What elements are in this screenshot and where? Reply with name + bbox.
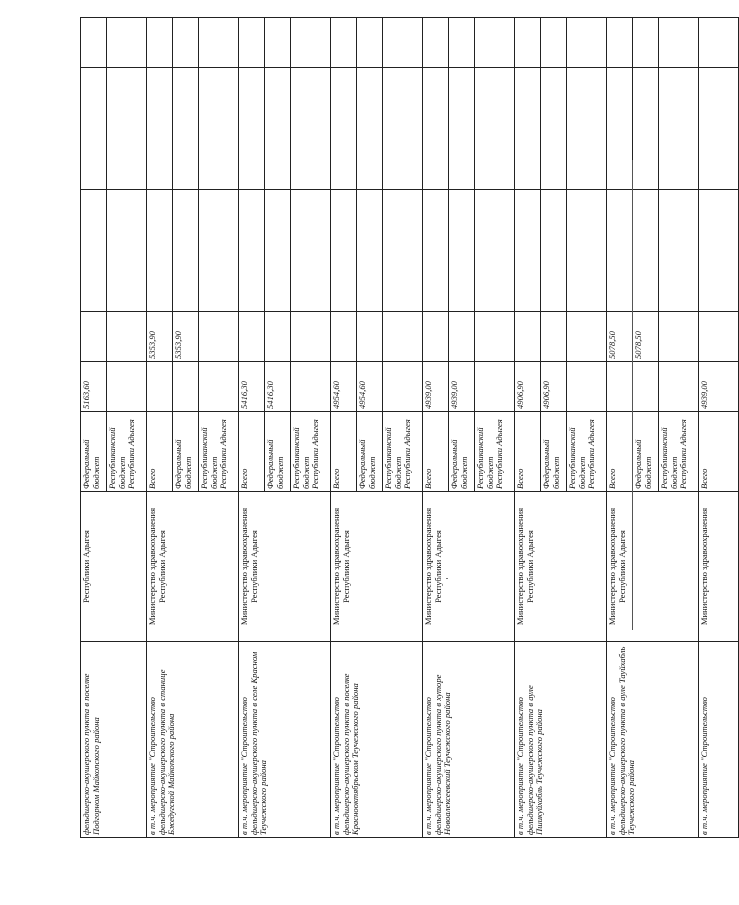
- amount-cell-1: [291, 362, 331, 412]
- amount-cell-4: [331, 68, 357, 190]
- amount-cell-1: 4954,60: [331, 362, 357, 412]
- amount-cell-5: [659, 18, 699, 68]
- funding-source-cell: Республиканский бюджет Республики Адыгея: [659, 412, 699, 492]
- amount-cell-1: [199, 362, 239, 412]
- funding-source-cell: Республиканский бюджет Республики Адыгея: [567, 412, 607, 492]
- amount-cell-2: [659, 312, 699, 362]
- amount-cell-5: [699, 18, 739, 68]
- funding-source-cell: Федеральный бюджет: [357, 412, 383, 492]
- amount-cell-3: [515, 190, 541, 312]
- amount-cell-1: [567, 362, 607, 412]
- amount-cell-3: [607, 190, 633, 312]
- amount-cell-5: [331, 18, 357, 68]
- amount-cell-5: [515, 18, 541, 68]
- funding-source-cell: Республиканский бюджет Республики Адыгея: [291, 412, 331, 492]
- amount-cell-1: [383, 362, 423, 412]
- funding-source-cell: Федеральный бюджет: [541, 412, 567, 492]
- amount-cell-1: [173, 362, 199, 412]
- amount-cell-5: [357, 18, 383, 68]
- amount-cell-3: [331, 190, 357, 312]
- amount-cell-1: 4939,00: [699, 362, 739, 412]
- amount-cell-3: [265, 190, 291, 312]
- amount-cell-3: [173, 190, 199, 312]
- amount-cell-3: [567, 190, 607, 312]
- amount-cell-5: [633, 18, 659, 68]
- amount-cell-5: [475, 18, 515, 68]
- activity-cell: в т.ч. мероприятие "Строительство: [699, 642, 739, 838]
- amount-cell-5: [199, 18, 239, 68]
- amount-cell-3: [633, 190, 659, 312]
- amount-cell-5: [107, 18, 147, 68]
- activity-cell: в т.ч. мероприятие "Строительство фельдшерско-акушерского пункта в хуторе Новоалексеевский Теучежского района: [423, 642, 515, 838]
- amount-cell-3: [475, 190, 515, 312]
- table-row: [331, 18, 357, 838]
- activity-cell: в т.ч. мероприятие "Строительство фельдшерско-акушерского пункта в селе Красном Теучежского района: [239, 642, 331, 838]
- amount-cell-5: [81, 18, 107, 68]
- amount-cell-4: [607, 68, 633, 190]
- amount-cell-5: [449, 18, 475, 68]
- amount-cell-3: [383, 190, 423, 312]
- amount-cell-2: [199, 312, 239, 362]
- amount-cell-2: 5078,50: [607, 312, 633, 362]
- table-row: [607, 18, 633, 838]
- amount-cell-4: [567, 68, 607, 190]
- amount-cell-3: [357, 190, 383, 312]
- amount-cell-2: 5353,90: [173, 312, 199, 362]
- table-row: [515, 18, 541, 838]
- table-row: [81, 18, 107, 838]
- amount-cell-5: [607, 18, 633, 68]
- amount-cell-5: [147, 18, 173, 68]
- amount-cell-2: [423, 312, 449, 362]
- amount-cell-2: [357, 312, 383, 362]
- amount-cell-4: [699, 68, 739, 190]
- amount-cell-4: [81, 68, 107, 190]
- amount-cell-1: 4906,90: [541, 362, 567, 412]
- amount-cell-2: [107, 312, 147, 362]
- amount-cell-1: 5416,30: [265, 362, 291, 412]
- funding-source-cell: Федеральный бюджет: [449, 412, 475, 492]
- amount-cell-3: [291, 190, 331, 312]
- amount-cell-3: [541, 190, 567, 312]
- funding-source-cell: Республиканский бюджет Республики Адыгея: [475, 412, 515, 492]
- organization-cell: Министерство здравоохранения Республики Адыгея: [331, 492, 423, 642]
- amount-cell-1: [633, 362, 659, 412]
- funding-source-cell: Всего: [699, 412, 739, 492]
- activity-cell: фельдшерско-акушерского пункта в поселке Подгорном Майкопского района: [81, 642, 147, 838]
- activity-cell: в т.ч. мероприятие "Строительство фельдшерско-акушерского пункта в ауле Пшикуйхабль Теучежского района: [515, 642, 607, 838]
- amount-cell-5: [239, 18, 265, 68]
- amount-cell-1: 4906,90: [515, 362, 541, 412]
- funding-source-cell: Всего: [239, 412, 265, 492]
- amount-cell-1: 4939,00: [449, 362, 475, 412]
- funding-source-cell: Всего: [515, 412, 541, 492]
- amount-cell-4: [633, 68, 659, 190]
- amount-cell-3: [699, 190, 739, 312]
- table-row: [147, 18, 173, 838]
- activity-cell: в т.ч. мероприятие "Строительство фельдшерско-акушерского пункта в ауле Тауйхабль Теучежского района: [607, 642, 699, 838]
- funding-source-cell: Федеральный бюджет: [265, 412, 291, 492]
- amount-cell-1: [659, 362, 699, 412]
- activity-cell: в т.ч. мероприятие "Строительство фельдшерско-акушерского пункта в поселке Краснооктябрьском Теучежского района: [331, 642, 423, 838]
- amount-cell-4: [423, 68, 449, 190]
- organization-cell: Министерство здравоохранения Республики Адыгея: [147, 492, 239, 642]
- amount-cell-3: [449, 190, 475, 312]
- funding-source-cell: Республиканский бюджет Республики Адыгея: [383, 412, 423, 492]
- amount-cell-2: [331, 312, 357, 362]
- page-edge-line: [632, 160, 633, 630]
- amount-cell-4: [107, 68, 147, 190]
- amount-cell-1: 4954,60: [357, 362, 383, 412]
- amount-cell-5: [383, 18, 423, 68]
- amount-cell-2: [239, 312, 265, 362]
- amount-cell-4: [357, 68, 383, 190]
- funding-source-cell: Республиканский бюджет Республики Адыгея: [199, 412, 239, 492]
- funding-source-cell: Республиканский бюджет Республики Адыгея: [107, 412, 147, 492]
- amount-cell-2: [515, 312, 541, 362]
- amount-cell-4: [541, 68, 567, 190]
- funding-source-cell: Федеральный бюджет: [173, 412, 199, 492]
- amount-cell-3: [81, 190, 107, 312]
- amount-cell-4: [475, 68, 515, 190]
- amount-cell-4: [515, 68, 541, 190]
- amount-cell-2: [81, 312, 107, 362]
- funding-source-cell: Всего: [331, 412, 357, 492]
- amount-cell-2: [699, 312, 739, 362]
- amount-cell-2: [265, 312, 291, 362]
- amount-cell-3: [423, 190, 449, 312]
- activity-cell: в т.ч. мероприятие "Строительство фельдшерско-акушерского пункта в станице Бжедугской Майкопского района: [147, 642, 239, 838]
- amount-cell-1: [107, 362, 147, 412]
- amount-cell-2: [383, 312, 423, 362]
- organization-cell: Республики Адыгея: [81, 492, 147, 642]
- table-row: [699, 18, 739, 838]
- amount-cell-3: [107, 190, 147, 312]
- table-body: [81, 18, 739, 838]
- amount-cell-5: [541, 18, 567, 68]
- funding-source-cell: Всего: [607, 412, 633, 492]
- funding-source-cell: Федеральный бюджет: [633, 412, 659, 492]
- funding-source-cell: Всего: [147, 412, 173, 492]
- table-row: [239, 18, 265, 838]
- organization-cell: Министерство здравоохранения Республики Адыгея: [239, 492, 331, 642]
- amount-cell-4: [265, 68, 291, 190]
- amount-cell-4: [383, 68, 423, 190]
- amount-cell-4: [199, 68, 239, 190]
- budget-table: [80, 17, 739, 838]
- amount-cell-1: 5163,60: [81, 362, 107, 412]
- table-row: [423, 18, 449, 838]
- amount-cell-3: [239, 190, 265, 312]
- amount-cell-2: [291, 312, 331, 362]
- amount-cell-3: [147, 190, 173, 312]
- amount-cell-2: [567, 312, 607, 362]
- organization-cell: Министерство здравоохранения: [699, 492, 739, 642]
- rotated-table-container: [80, 18, 709, 838]
- amount-cell-2: [475, 312, 515, 362]
- amount-cell-4: [173, 68, 199, 190]
- amount-cell-1: [475, 362, 515, 412]
- amount-cell-3: [659, 190, 699, 312]
- amount-cell-1: 4939,00: [423, 362, 449, 412]
- amount-cell-2: [541, 312, 567, 362]
- amount-cell-3: [199, 190, 239, 312]
- amount-cell-1: 5416,30: [239, 362, 265, 412]
- amount-cell-4: [239, 68, 265, 190]
- amount-cell-4: [147, 68, 173, 190]
- funding-source-cell: Всего: [423, 412, 449, 492]
- amount-cell-4: [291, 68, 331, 190]
- amount-cell-1: [147, 362, 173, 412]
- amount-cell-2: 5078,50: [633, 312, 659, 362]
- amount-cell-2: 5353,90: [147, 312, 173, 362]
- organization-cell: Министерство здравоохранения Республики Адыгея: [515, 492, 607, 642]
- amount-cell-5: [265, 18, 291, 68]
- amount-cell-5: [567, 18, 607, 68]
- amount-cell-4: [449, 68, 475, 190]
- amount-cell-2: [449, 312, 475, 362]
- scan-speck: [446, 578, 448, 579]
- funding-source-cell: Федеральный бюджет: [81, 412, 107, 492]
- amount-cell-5: [173, 18, 199, 68]
- amount-cell-5: [423, 18, 449, 68]
- amount-cell-4: [659, 68, 699, 190]
- organization-cell: Министерство здравоохранения Республики Адыгея: [423, 492, 515, 642]
- organization-cell: Министерство здравоохранения Республики Адыгея: [607, 492, 699, 642]
- amount-cell-1: [607, 362, 633, 412]
- amount-cell-5: [291, 18, 331, 68]
